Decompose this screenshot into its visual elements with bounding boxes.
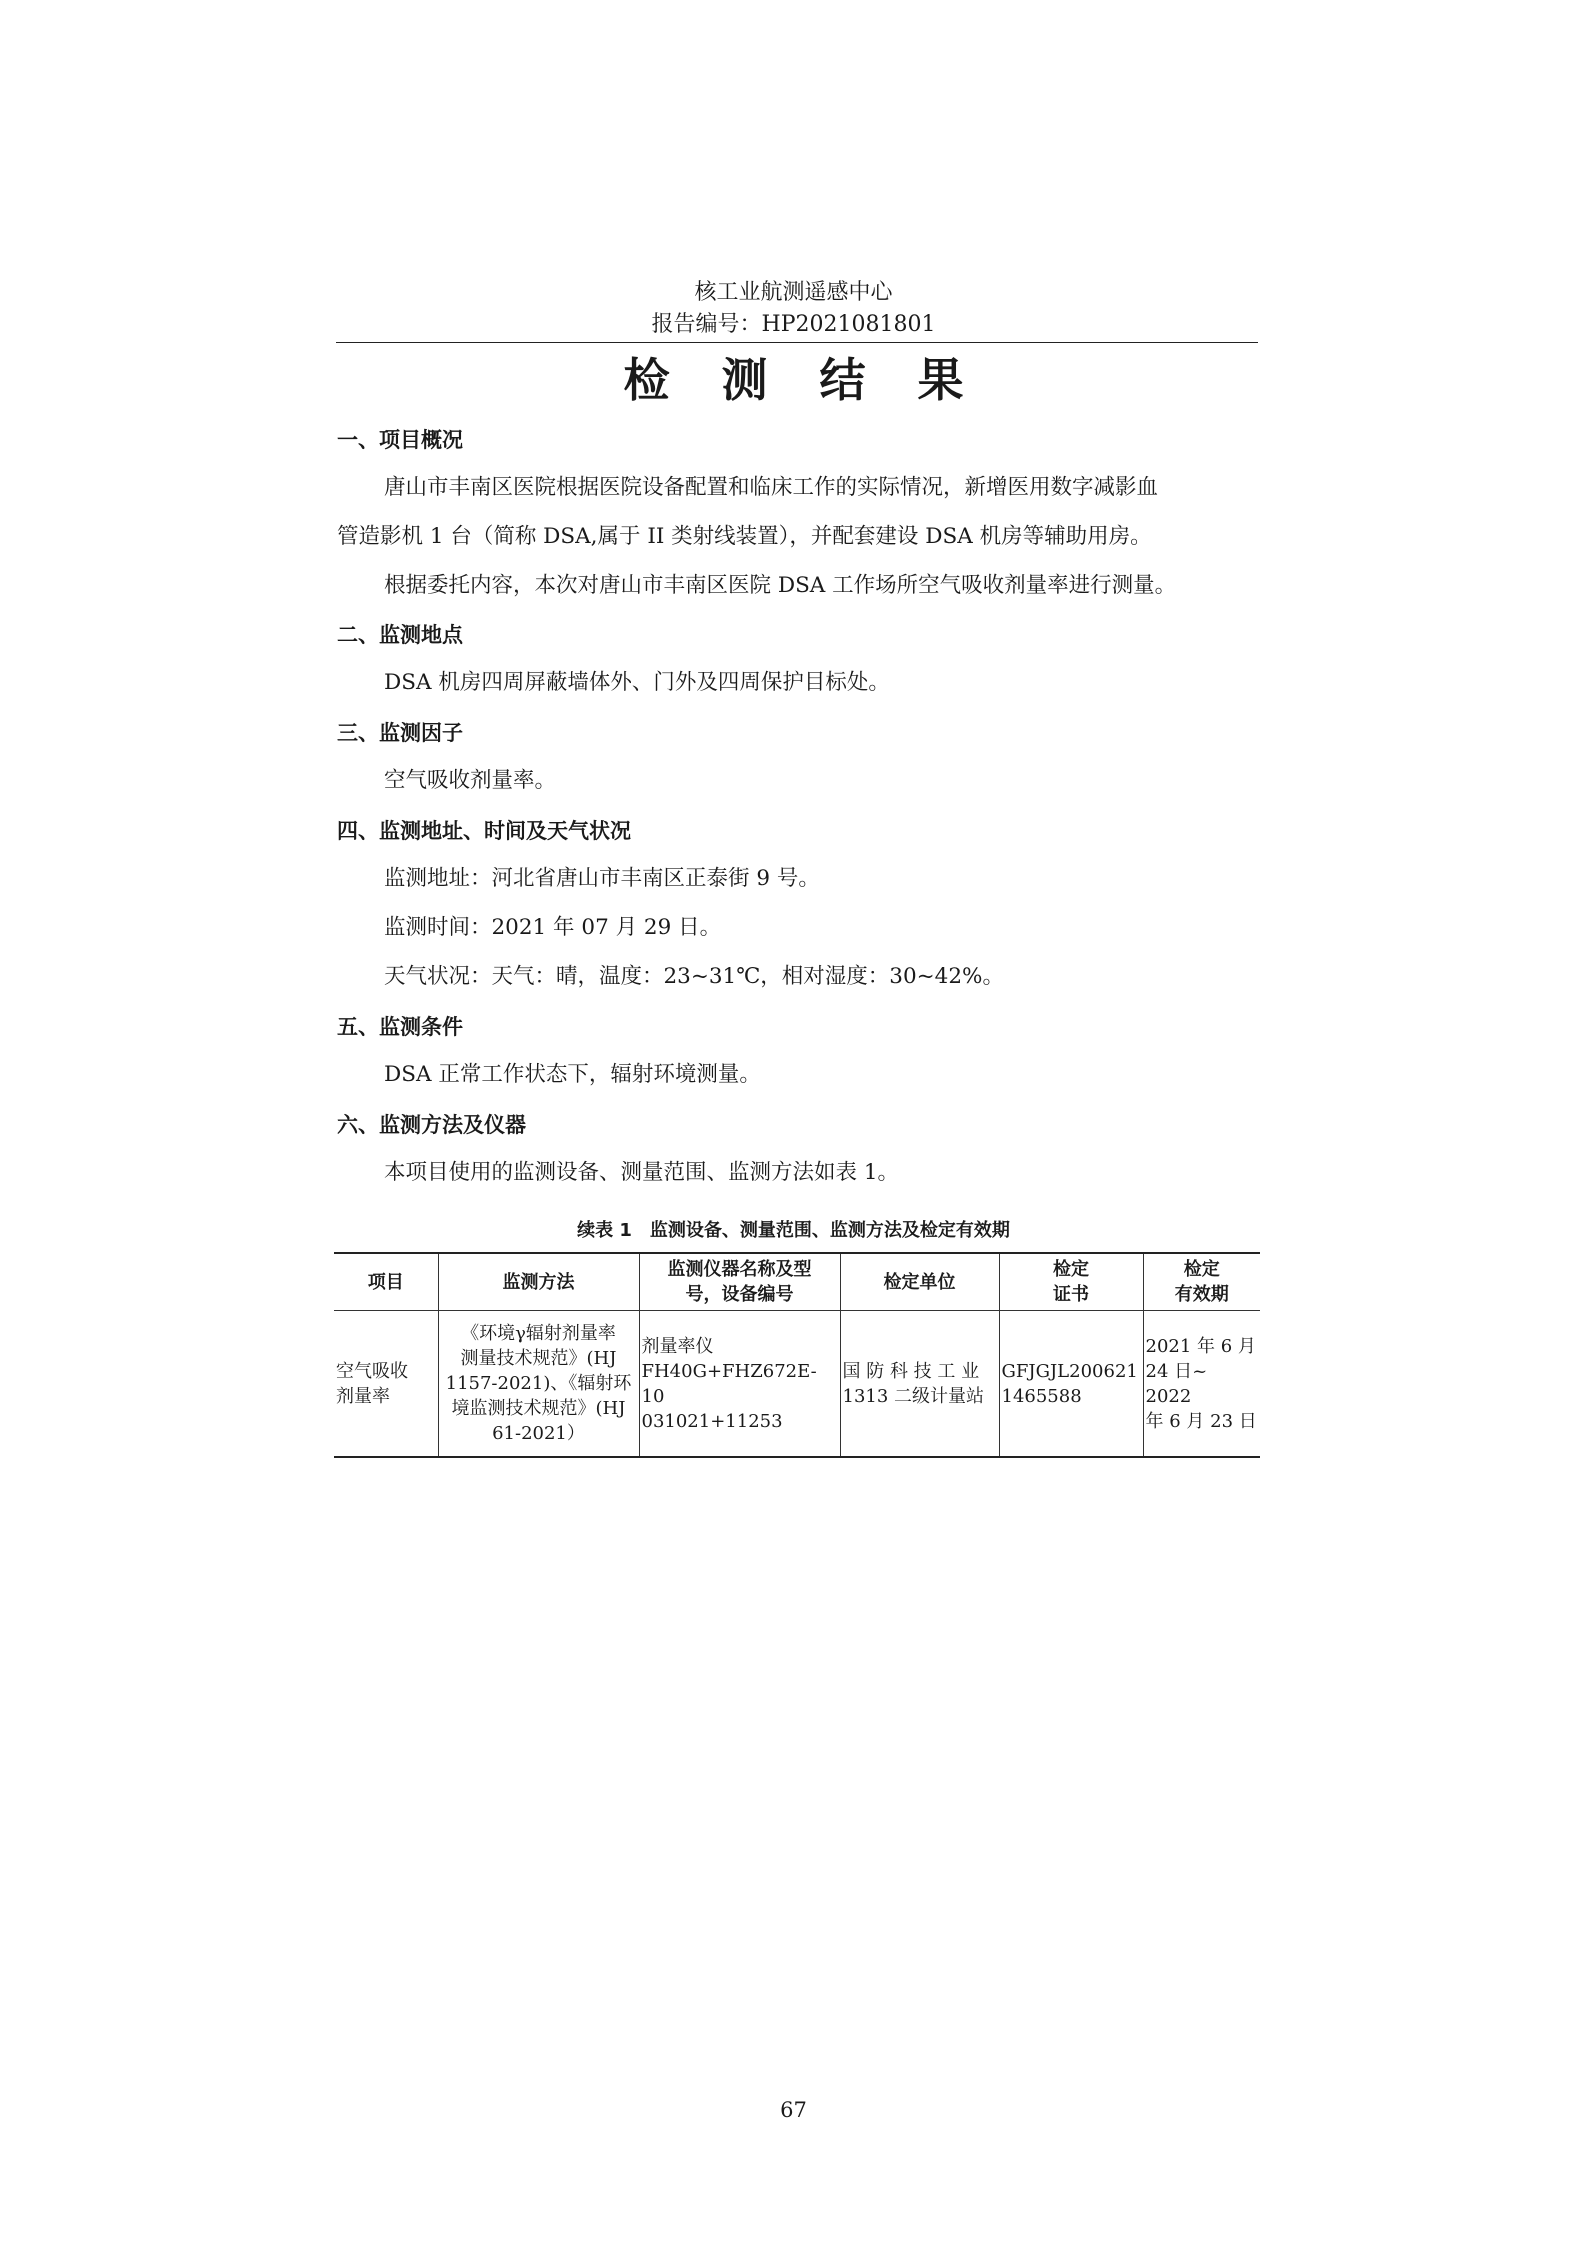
- overview-paragraph-line-2: 管造影机 1 台（简称 DSA,属于 II 类射线装置），并配套建设 DSA 机房等辅助用房。: [337, 524, 1152, 549]
- header-divider: [336, 342, 1258, 343]
- header-organization: 核工业航测遥感中心: [694, 280, 893, 305]
- location-paragraph: DSA 机房四周屏蔽墙体外、门外及四周保护目标处。: [384, 670, 890, 695]
- cell-certificate: GFJGJL200621 1465588: [999, 1311, 1143, 1458]
- cell-method: 《环境γ辐射剂量率 测量技术规范》(HJ 1157-2021)、《辐射环 境监测技术规范》(HJ 61-2021）: [438, 1311, 639, 1458]
- methods-paragraph: 本项目使用的监测设备、测量范围、监测方法如表 1。: [384, 1160, 900, 1185]
- header-report-number: 报告编号：HP2021081801: [651, 312, 936, 337]
- page-title: 检 测 结 果: [623, 353, 982, 407]
- monitoring-address: 监测地址：河北省唐山市丰南区正泰街 9 号。: [384, 866, 820, 891]
- table-header-row: [334, 1253, 1260, 1311]
- column-header-verification-unit: 检定单位: [840, 1253, 999, 1311]
- factor-paragraph: 空气吸收剂量率。: [384, 768, 557, 793]
- section-heading-overview: 一、项目概况: [337, 428, 463, 452]
- table-row: [334, 1311, 1260, 1458]
- section-heading-factor: 三、监测因子: [337, 721, 463, 745]
- column-header-item: 项目: [334, 1253, 438, 1311]
- overview-paragraph-line-1: 唐山市丰南区医院根据医院设备配置和临床工作的实际情况，新增医用数字减影血: [384, 475, 1159, 500]
- cell-validity: 2021 年 6 月 24 日~ 2022 年 6 月 23 日: [1143, 1311, 1260, 1458]
- page-number: 67: [780, 2098, 807, 2122]
- section-heading-methods-instruments: 六、监测方法及仪器: [337, 1113, 526, 1137]
- column-header-instrument: 监测仪器名称及型 号，设备编号: [639, 1253, 840, 1311]
- section-heading-location: 二、监测地点: [337, 623, 463, 647]
- cell-verification-unit: 国 防 科 技 工 业 1313 二级计量站: [840, 1311, 999, 1458]
- column-header-method: 监测方法: [438, 1253, 639, 1311]
- column-header-certificate: 检定 证书: [999, 1253, 1143, 1311]
- conditions-paragraph: DSA 正常工作状态下，辐射环境测量。: [384, 1062, 761, 1087]
- section-heading-conditions: 五、监测条件: [337, 1015, 463, 1039]
- equipment-table: [334, 1252, 1260, 1458]
- cell-instrument: 剂量率仪 FH40G+FHZ672E-10 031021+11253: [639, 1311, 840, 1458]
- weather-conditions: 天气状况：天气：晴，温度：23~31℃，相对湿度：30~42%。: [384, 964, 1004, 989]
- column-header-validity: 检定 有效期: [1143, 1253, 1260, 1311]
- table-caption: 续表 1 监测设备、测量范围、监测方法及检定有效期: [577, 1220, 1010, 1241]
- section-heading-address-time-weather: 四、监测地址、时间及天气状况: [337, 819, 631, 843]
- cell-item: 空气吸收 剂量率: [334, 1311, 438, 1458]
- monitoring-time: 监测时间：2021 年 07 月 29 日。: [384, 915, 722, 940]
- overview-paragraph-2: 根据委托内容，本次对唐山市丰南区医院 DSA 工作场所空气吸收剂量率进行测量。: [384, 573, 1177, 598]
